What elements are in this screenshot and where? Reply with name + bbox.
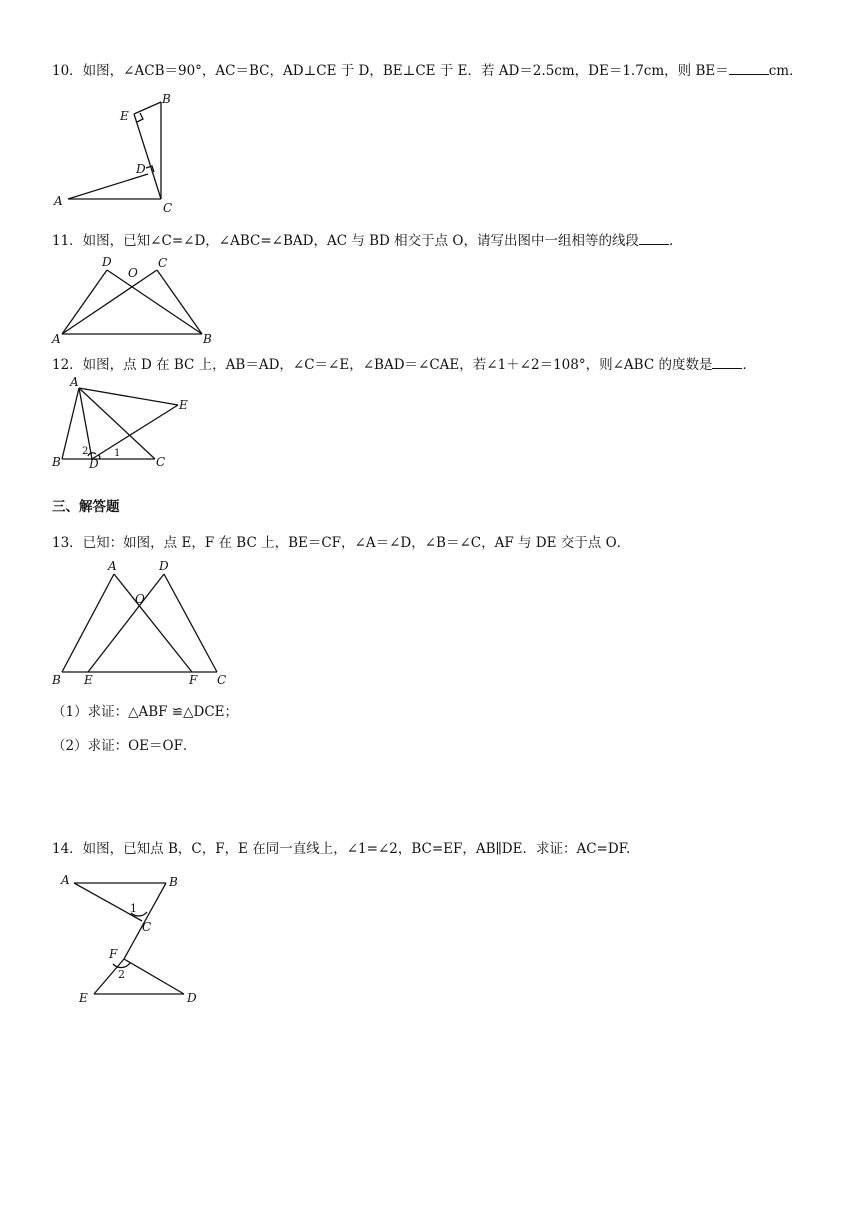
label-C: C	[217, 673, 227, 687]
label-C: C	[163, 201, 173, 215]
question-10-text	[52, 61, 803, 80]
figure-12	[52, 375, 202, 473]
question-13-part-2: （2）求证：OE＝OF．	[52, 738, 197, 754]
angle-2-label: 2	[82, 446, 89, 457]
label-B: B	[169, 875, 178, 889]
label-A: A	[52, 332, 61, 346]
question-10-stem: 10．如图，∠ACB＝90°，AC＝BC，AD⊥CE 于 D，BE⊥CE 于 E．若 AD＝2.5cm，DE＝1.7cm，则 BE＝	[52, 63, 729, 79]
angle-1-label: 1	[130, 902, 137, 915]
answer-blank[interactable]	[729, 61, 769, 75]
answer-blank[interactable]	[712, 355, 742, 369]
figure-10	[52, 88, 182, 218]
answer-blank[interactable]	[639, 231, 669, 245]
label-E: E	[120, 109, 129, 123]
label-A: A	[108, 559, 117, 573]
question-12-text	[52, 355, 756, 374]
label-E: E	[179, 398, 188, 412]
section-heading: 三、解答题	[52, 499, 120, 515]
label-E: E	[84, 673, 93, 687]
label-D: D	[136, 162, 146, 176]
label-B: B	[203, 332, 212, 346]
label-F: F	[109, 947, 118, 961]
label-O: O	[135, 592, 145, 606]
label-C: C	[142, 920, 152, 934]
label-D: D	[159, 559, 169, 573]
question-11-stem: 11．如图，已知∠C=∠D，∠ABC=∠BAD，AC 与 BD 相交于点 O，请写出图中一组相等的线段	[52, 233, 639, 249]
label-D: D	[89, 457, 99, 471]
label-D: D	[102, 255, 112, 269]
question-11-end: ．	[669, 233, 683, 249]
label-B: B	[162, 92, 171, 106]
label-O: O	[128, 266, 138, 280]
angle-2-label: 2	[118, 968, 125, 981]
label-A: A	[70, 375, 79, 389]
label-E: E	[79, 991, 88, 1005]
label-A: A	[54, 194, 63, 208]
label-C: C	[158, 256, 168, 270]
label-F: F	[189, 673, 198, 687]
label-A: A	[61, 873, 70, 887]
question-12-stem: 12．如图，点 D 在 BC 上，AB＝AD，∠C＝∠E，∠BAD＝∠CAE，若∠1＋∠2＝108°，则∠ABC 的度数是	[52, 357, 713, 373]
question-13-part-1: （1）求证：△ABF ≌△DCE；	[52, 704, 239, 720]
question-11-text	[52, 231, 683, 250]
question-12-end: ．	[742, 357, 756, 373]
figure-14	[58, 868, 218, 1013]
question-10-unit: cm．	[768, 63, 803, 79]
question-13-text: 13．已知：如图，点 E，F 在 BC 上，BE＝CF，∠A＝∠D，∠B＝∠C，AF 与 DE 交于点 O．	[52, 535, 631, 551]
label-B: B	[52, 673, 61, 687]
figure-13	[52, 560, 237, 690]
question-14-text: 14．如图，已知点 B，C，F，E 在同一直线上，∠1=∠2，BC=EF，AB∥DE．求证：AC=DF.	[52, 841, 631, 857]
figure-11	[52, 252, 222, 347]
angle-1-label: 1	[114, 448, 121, 459]
label-C: C	[156, 455, 166, 469]
label-B: B	[52, 455, 61, 469]
label-D: D	[187, 991, 197, 1005]
